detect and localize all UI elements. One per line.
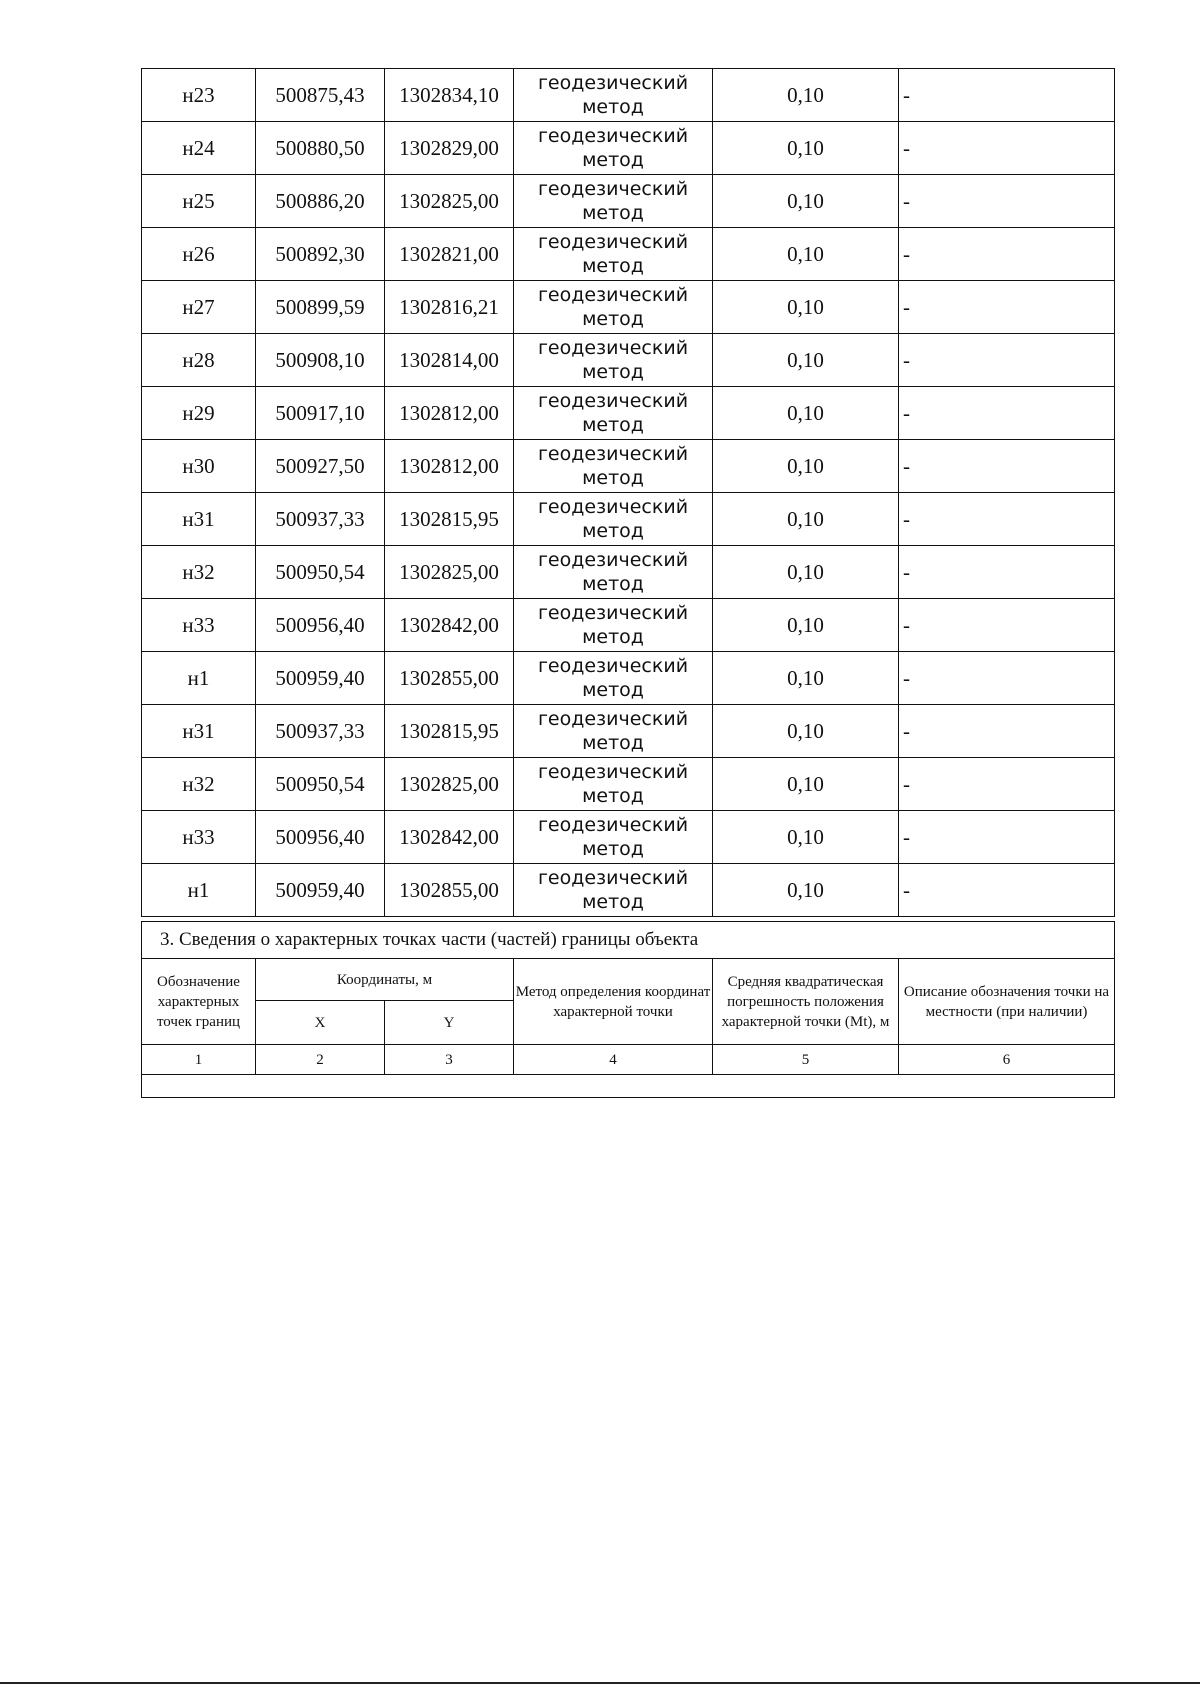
table-row: [142, 69, 1115, 122]
table-row: [142, 546, 1115, 599]
accuracy-cell: 0,10: [713, 811, 899, 864]
method-line-2: метод: [582, 520, 644, 542]
method-line-2: метод: [582, 202, 644, 224]
method-cell: [514, 811, 713, 864]
table-row: [142, 228, 1115, 281]
accuracy-cell: 0,10: [713, 175, 899, 228]
method-line-1: геодезический: [537, 72, 689, 94]
boundary-points-table: [141, 68, 1115, 917]
table-row: [142, 334, 1115, 387]
method-cell: [514, 864, 713, 917]
x-coordinate-cell: 500875,43: [256, 69, 385, 122]
method-line-1: геодезический: [537, 602, 689, 624]
method-cell: [514, 228, 713, 281]
method-line-1: геодезический: [537, 231, 689, 253]
y-coordinate-cell: 1302815,95: [385, 493, 514, 546]
accuracy-cell: 0,10: [713, 69, 899, 122]
empty-row: [142, 1075, 1115, 1098]
method-line-2: метод: [582, 732, 644, 754]
method-line-1: геодезический: [537, 496, 689, 518]
point-id-cell: н32: [142, 758, 256, 811]
x-coordinate-cell: 500956,40: [256, 599, 385, 652]
y-coordinate-cell: 1302812,00: [385, 387, 514, 440]
method-line-2: метод: [582, 467, 644, 489]
method-line-2: метод: [582, 414, 644, 436]
y-coordinate-cell: 1302842,00: [385, 811, 514, 864]
y-coordinate-cell: 1302855,00: [385, 652, 514, 705]
point-id-cell: н29: [142, 387, 256, 440]
column-number: 1: [142, 1045, 256, 1075]
accuracy-cell: 0,10: [713, 599, 899, 652]
method-line-2: метод: [582, 361, 644, 383]
table-row: [142, 758, 1115, 811]
accuracy-cell: 0,10: [713, 228, 899, 281]
point-id-cell: н30: [142, 440, 256, 493]
method-line-1: геодезический: [537, 655, 689, 677]
point-id-cell: н31: [142, 705, 256, 758]
point-id-cell: н1: [142, 864, 256, 917]
accuracy-cell: 0,10: [713, 758, 899, 811]
y-coordinate-cell: 1302855,00: [385, 864, 514, 917]
description-cell: -: [899, 440, 1115, 493]
description-cell: -: [899, 705, 1115, 758]
method-line-2: метод: [582, 838, 644, 860]
page-bottom-rule: [0, 1682, 1200, 1684]
column-number: 5: [713, 1045, 899, 1075]
column-number: 3: [385, 1045, 514, 1075]
y-coordinate-cell: 1302814,00: [385, 334, 514, 387]
table-row: [142, 493, 1115, 546]
description-cell: -: [899, 493, 1115, 546]
header-designation: Обозначение характерных точек границ: [142, 959, 256, 1045]
method-cell: [514, 69, 713, 122]
method-cell: [514, 705, 713, 758]
accuracy-cell: 0,10: [713, 387, 899, 440]
table-row: [142, 281, 1115, 334]
table-row: [142, 705, 1115, 758]
y-coordinate-cell: 1302834,10: [385, 69, 514, 122]
x-coordinate-cell: 500899,59: [256, 281, 385, 334]
description-cell: -: [899, 811, 1115, 864]
point-id-cell: н1: [142, 652, 256, 705]
header-description: Описание обозначения точки на местности (при наличии): [899, 959, 1115, 1045]
header-accuracy: Средняя квадратическая погрешность положения характерной точки (Mt), м: [713, 959, 899, 1045]
point-id-cell: н33: [142, 811, 256, 864]
method-line-1: геодезический: [537, 761, 689, 783]
accuracy-cell: 0,10: [713, 705, 899, 758]
method-cell: [514, 440, 713, 493]
section-3-table: [141, 921, 1115, 1098]
method-line-2: метод: [582, 573, 644, 595]
method-line-2: метод: [582, 308, 644, 330]
method-line-2: метод: [582, 679, 644, 701]
method-line-2: метод: [582, 149, 644, 171]
point-id-cell: н26: [142, 228, 256, 281]
accuracy-cell: 0,10: [713, 864, 899, 917]
description-cell: -: [899, 228, 1115, 281]
method-cell: [514, 599, 713, 652]
table-row: [142, 811, 1115, 864]
x-coordinate-cell: 500959,40: [256, 652, 385, 705]
method-line-1: геодезический: [537, 549, 689, 571]
x-coordinate-cell: 500908,10: [256, 334, 385, 387]
point-id-cell: н28: [142, 334, 256, 387]
x-coordinate-cell: 500937,33: [256, 705, 385, 758]
description-cell: -: [899, 334, 1115, 387]
accuracy-cell: 0,10: [713, 440, 899, 493]
y-coordinate-cell: 1302829,00: [385, 122, 514, 175]
point-id-cell: н23: [142, 69, 256, 122]
y-coordinate-cell: 1302812,00: [385, 440, 514, 493]
accuracy-cell: 0,10: [713, 122, 899, 175]
accuracy-cell: 0,10: [713, 493, 899, 546]
description-cell: -: [899, 281, 1115, 334]
method-cell: [514, 758, 713, 811]
method-line-1: геодезический: [537, 178, 689, 200]
x-coordinate-cell: 500886,20: [256, 175, 385, 228]
description-cell: -: [899, 122, 1115, 175]
point-id-cell: н31: [142, 493, 256, 546]
table-row: [142, 387, 1115, 440]
header-method: Метод определения координат характерной точки: [514, 959, 713, 1045]
method-line-1: геодезический: [537, 284, 689, 306]
accuracy-cell: 0,10: [713, 334, 899, 387]
header-coordinates: Координаты, м: [256, 959, 514, 1001]
accuracy-cell: 0,10: [713, 652, 899, 705]
column-number: 6: [899, 1045, 1115, 1075]
table-row: [142, 122, 1115, 175]
x-coordinate-cell: 500950,54: [256, 546, 385, 599]
section-3-title: 3. Сведения о характерных точках части (частей) границы объекта: [142, 922, 1115, 959]
column-number: 2: [256, 1045, 385, 1075]
method-cell: [514, 281, 713, 334]
boundary-points-body: [142, 69, 1115, 917]
method-line-1: геодезический: [537, 390, 689, 412]
description-cell: -: [899, 599, 1115, 652]
method-line-2: метод: [582, 255, 644, 277]
y-coordinate-cell: 1302825,00: [385, 546, 514, 599]
method-line-2: метод: [582, 96, 644, 118]
x-coordinate-cell: 500956,40: [256, 811, 385, 864]
y-coordinate-cell: 1302825,00: [385, 175, 514, 228]
point-id-cell: н25: [142, 175, 256, 228]
method-cell: [514, 652, 713, 705]
method-cell: [514, 334, 713, 387]
method-line-1: геодезический: [537, 125, 689, 147]
method-line-2: метод: [582, 785, 644, 807]
x-coordinate-cell: 500937,33: [256, 493, 385, 546]
description-cell: -: [899, 758, 1115, 811]
description-cell: -: [899, 864, 1115, 917]
header-y: Y: [385, 1001, 514, 1045]
accuracy-cell: 0,10: [713, 281, 899, 334]
accuracy-cell: 0,10: [713, 546, 899, 599]
x-coordinate-cell: 500880,50: [256, 122, 385, 175]
description-cell: -: [899, 69, 1115, 122]
table-row: [142, 864, 1115, 917]
point-id-cell: н33: [142, 599, 256, 652]
table-row: [142, 599, 1115, 652]
y-coordinate-cell: 1302815,95: [385, 705, 514, 758]
x-coordinate-cell: 500892,30: [256, 228, 385, 281]
x-coordinate-cell: 500959,40: [256, 864, 385, 917]
point-id-cell: н27: [142, 281, 256, 334]
description-cell: -: [899, 546, 1115, 599]
method-line-1: геодезический: [537, 337, 689, 359]
x-coordinate-cell: 500927,50: [256, 440, 385, 493]
method-cell: [514, 493, 713, 546]
header-x: X: [256, 1001, 385, 1045]
point-id-cell: н24: [142, 122, 256, 175]
table-row: [142, 175, 1115, 228]
y-coordinate-cell: 1302842,00: [385, 599, 514, 652]
method-cell: [514, 546, 713, 599]
description-cell: -: [899, 652, 1115, 705]
method-line-2: метод: [582, 891, 644, 913]
y-coordinate-cell: 1302816,21: [385, 281, 514, 334]
method-cell: [514, 387, 713, 440]
method-cell: [514, 175, 713, 228]
table-row: [142, 652, 1115, 705]
method-line-1: геодезический: [537, 708, 689, 730]
x-coordinate-cell: 500917,10: [256, 387, 385, 440]
method-line-1: геодезический: [537, 443, 689, 465]
column-number: 4: [514, 1045, 713, 1075]
y-coordinate-cell: 1302821,00: [385, 228, 514, 281]
method-line-1: геодезический: [537, 867, 689, 889]
point-id-cell: н32: [142, 546, 256, 599]
table-row: [142, 440, 1115, 493]
x-coordinate-cell: 500950,54: [256, 758, 385, 811]
description-cell: -: [899, 175, 1115, 228]
method-line-1: геодезический: [537, 814, 689, 836]
method-cell: [514, 122, 713, 175]
description-cell: -: [899, 387, 1115, 440]
method-line-2: метод: [582, 626, 644, 648]
y-coordinate-cell: 1302825,00: [385, 758, 514, 811]
